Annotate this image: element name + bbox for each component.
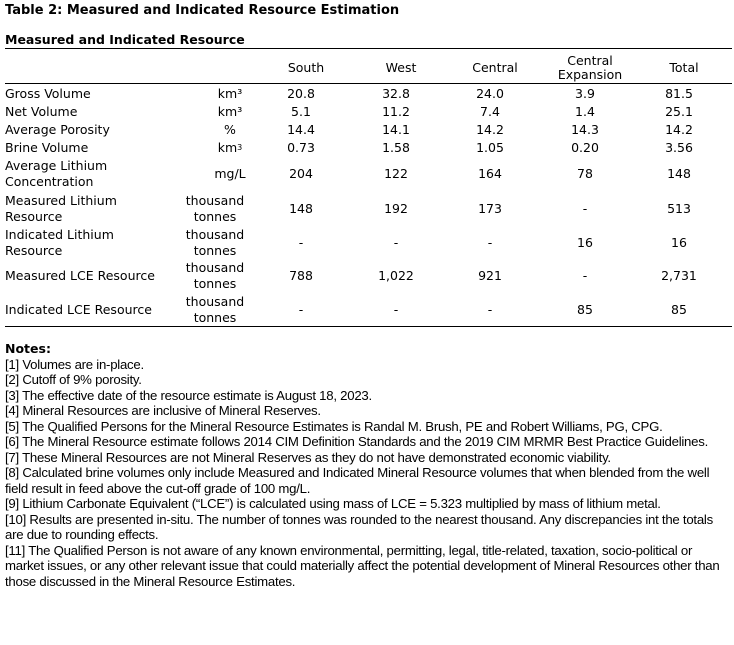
row-value: 5.1 <box>291 104 311 119</box>
unit-km: km <box>217 140 238 155</box>
row-value: 788 <box>289 268 313 283</box>
row-label: Measured LCE Resource <box>5 268 155 283</box>
table-row <box>5 121 732 139</box>
row-value: - <box>393 301 399 317</box>
row-value: - <box>582 268 588 283</box>
row-value: 0.20 <box>571 140 599 155</box>
row-value: 1.4 <box>575 104 595 119</box>
row-value: - <box>298 234 304 250</box>
row-value: 122 <box>384 166 408 181</box>
row-unit: mg/L <box>214 166 246 181</box>
note-item: [4] Mineral Resources are inclusive of Mineral Reserves. <box>5 403 321 418</box>
row-value: 148 <box>667 166 691 181</box>
row-label: Average Porosity <box>5 122 110 137</box>
row-value: 14.3 <box>571 122 599 137</box>
row-label: Measured Lithium Resource <box>5 193 117 224</box>
column-header-central: Central <box>472 59 518 75</box>
row-unit: % <box>224 122 236 137</box>
row-unit: thousand tonnes <box>185 293 245 325</box>
note-item: [1] Volumes are in-place. <box>5 356 144 372</box>
column-header-central-expansion: Central Expansion <box>557 52 623 82</box>
row-value: 16 <box>577 234 593 250</box>
row-value: 204 <box>289 166 313 181</box>
table-row <box>5 293 732 326</box>
column-header-west: West <box>385 59 417 75</box>
row-label: Gross Volume <box>5 86 91 101</box>
table-row <box>5 259 732 293</box>
note-item: [2] Cutoff of 9% porosity. <box>5 372 142 387</box>
row-value: 14.2 <box>665 122 693 137</box>
row-value: 921 <box>478 268 502 283</box>
table-row <box>5 226 732 259</box>
table-subtitle: Measured and Indicated Resource <box>5 32 245 47</box>
note-item: [8] Calculated brine volumes only include Measured and Indicated Mineral Resource volumes that when blended from the well field result in feed above the cut-off grade of 100 mg/L. <box>5 465 710 496</box>
row-value: 1.05 <box>476 140 504 155</box>
notes-list <box>5 357 733 590</box>
notes-section <box>5 341 733 589</box>
row-value: 81.5 <box>665 86 693 101</box>
row-value: 173 <box>478 201 502 216</box>
row-value: 0.73 <box>287 140 315 155</box>
row-value: 20.8 <box>287 86 315 101</box>
row-value: 2,731 <box>661 268 697 283</box>
note-item: [10] Results are presented in-situ. The number of tonnes was rounded to the nearest thousand. Any discrepancies int the totals are due to rounding effects. <box>5 511 713 542</box>
row-value: - <box>487 301 493 317</box>
table-row <box>5 192 732 226</box>
table-row <box>5 157 732 191</box>
row-label: Indicated Lithium Resource <box>5 226 114 258</box>
row-label: Average Lithium Concentration <box>5 158 108 189</box>
notes-heading: Notes: <box>5 341 51 356</box>
row-value: - <box>487 234 493 250</box>
note-item: [5] The Qualified Persons for the Mineral Resource Estimates is Randal M. Brush, PE and Robert Williams, PG, CPG. <box>5 418 663 434</box>
row-value: - <box>582 201 588 216</box>
row-unit: km³ <box>217 86 243 101</box>
table-row <box>5 103 732 121</box>
table-row <box>5 139 732 157</box>
row-value: 85 <box>577 301 593 317</box>
table-title: Table 2: Measured and Indicated Resource Estimation <box>5 3 400 18</box>
row-value: 32.8 <box>382 86 410 101</box>
bottom-rule <box>5 326 732 327</box>
row-value: 192 <box>384 201 408 216</box>
row-value: 7.4 <box>480 104 500 119</box>
row-value: 85 <box>671 301 687 317</box>
row-value: 78 <box>577 166 593 181</box>
row-unit: km 3 <box>217 140 243 155</box>
note-item: [11] The Qualified Person is not aware of any known environmental, permitting, legal, title-related, taxation, socio-political or market issues, or any other relevant issue that could materially affect the potential development of Mineral Resources other than those discussed in the Mineral Resource Estimates. <box>5 542 720 589</box>
note-item: [9] Lithium Carbonate Equivalent (“LCE”) is calculated using mass of LCE = 5.323 multiplied by mass of lithium metal. <box>5 496 661 511</box>
note-item: [7] These Mineral Resources are not Mineral Reserves as they do not have demonstrated economic viability. <box>5 449 611 465</box>
header-rule <box>5 83 732 84</box>
row-value: 1,022 <box>378 268 414 283</box>
row-value: 14.4 <box>287 122 315 137</box>
row-value: - <box>393 234 399 250</box>
note-item: [6] The Mineral Resource estimate follows 2014 CIM Definition Standards and the 2019 CIM MRMR Best Practice Guidelines. <box>5 434 708 449</box>
row-value: 1.58 <box>382 140 410 155</box>
row-value: 14.1 <box>382 122 410 137</box>
row-value: - <box>298 301 304 317</box>
row-value: 24.0 <box>476 86 504 101</box>
row-unit: km³ <box>217 104 243 119</box>
row-value: 148 <box>289 201 313 216</box>
column-header-total: Total <box>669 59 699 75</box>
row-unit: thousand tonnes <box>185 260 245 291</box>
row-unit: thousand tonnes <box>185 193 245 224</box>
row-value: 25.1 <box>665 104 693 119</box>
table-row <box>5 85 732 103</box>
column-header-south: South <box>287 59 325 75</box>
row-label: Brine Volume <box>5 140 89 155</box>
row-value: 3.9 <box>575 86 595 101</box>
top-rule <box>5 48 732 49</box>
row-value: 14.2 <box>476 122 504 137</box>
row-label: Indicated LCE Resource <box>5 301 152 317</box>
row-value: 164 <box>478 166 502 181</box>
note-item: [3] The effective date of the resource estimate is August 18, 2023. <box>5 387 372 403</box>
row-label: Net Volume <box>5 104 78 119</box>
row-value: 3.56 <box>665 140 693 155</box>
row-unit: thousand tonnes <box>185 226 245 258</box>
row-value: 16 <box>671 234 687 250</box>
row-value: 11.2 <box>382 104 410 119</box>
row-value: 513 <box>667 201 691 216</box>
